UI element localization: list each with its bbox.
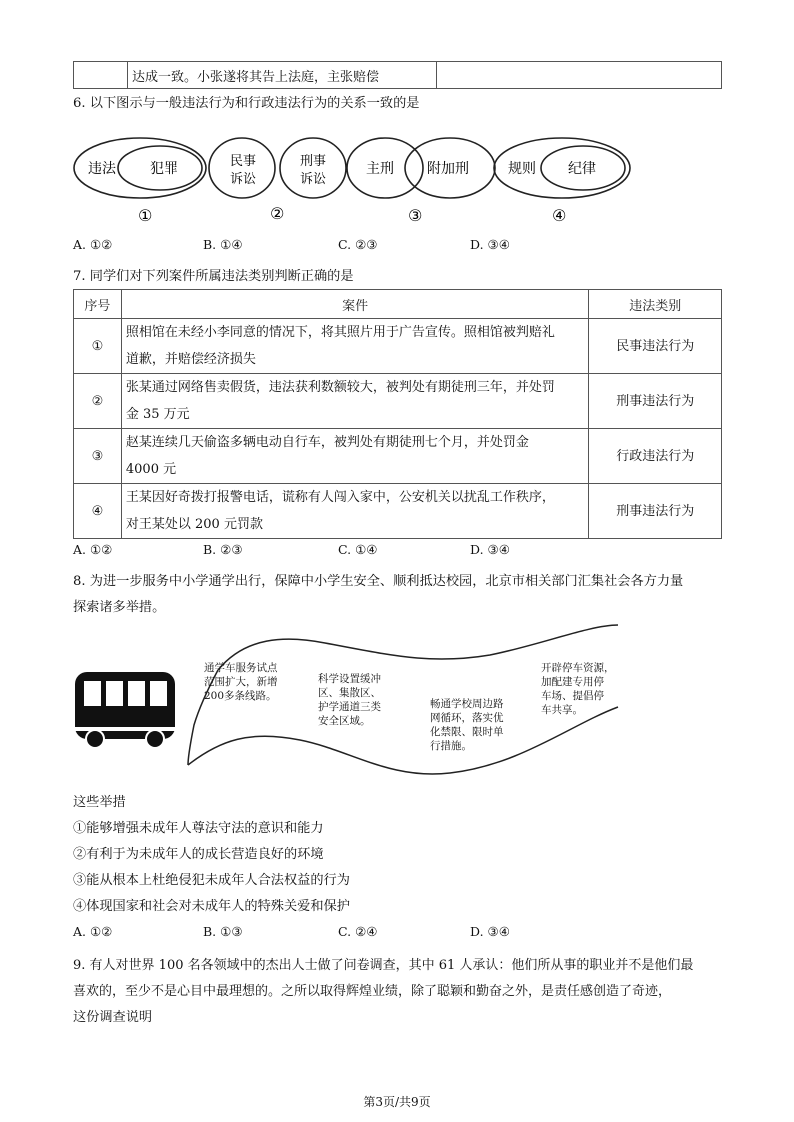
row-num: ④ xyxy=(74,484,122,539)
q7-option-d[interactable]: D. ③④ xyxy=(470,542,510,557)
row-num: ① xyxy=(74,319,122,374)
q6-option-d[interactable]: D. ③④ xyxy=(470,237,510,252)
q6-diagrams xyxy=(70,128,700,228)
q8-statement-3: ③能从根本上杜绝侵犯未成年人合法权益的行为 xyxy=(73,873,350,888)
previous-question-table-tail xyxy=(73,61,722,89)
q8-stem-line2: 探索诸多举措。 xyxy=(73,600,166,615)
diagram-1-outer-label: 违法 xyxy=(88,161,116,177)
q8-option-d[interactable]: D. ③④ xyxy=(470,924,510,939)
table-cell-empty xyxy=(437,62,722,89)
diagram-1-inner-label: 犯罪 xyxy=(150,161,178,177)
q7-case-table xyxy=(73,289,722,539)
diagram-3-number: ③ xyxy=(408,206,423,225)
diagram-4-number: ④ xyxy=(552,206,567,225)
q6-option-c[interactable]: C. ②③ xyxy=(338,237,378,252)
bus-icon xyxy=(75,672,175,748)
road-note-3: 畅通学校周边路 网循环，落实优 化禁限、限时单 行措施。 xyxy=(430,698,504,752)
table-cell-empty xyxy=(74,62,128,89)
diagram-3-left-label: 主刑 xyxy=(366,161,394,177)
road-note-2: 科学设置缓冲 区、集散区、 护学通道三类 安全区域。 xyxy=(318,673,381,727)
diagram-2-left-l1: 民事 xyxy=(230,154,257,169)
table-row xyxy=(74,429,722,484)
header-num: 序号 xyxy=(74,290,122,319)
row-case: 王某因好奇拨打报警电话，谎称有人闯入家中，公安机关以扰乱工作秩序， 对王某处以 200 元罚款 xyxy=(121,484,589,539)
q6-option-a[interactable]: A. ①② xyxy=(73,237,113,252)
header-type: 违法类别 xyxy=(589,290,722,319)
diagram-2-right-l1: 刑事 xyxy=(300,154,327,169)
table-row xyxy=(74,374,722,429)
q6-option-b[interactable]: B. ①④ xyxy=(203,237,243,252)
diagram-1-number: ① xyxy=(138,206,153,225)
diagram-2 xyxy=(209,138,346,198)
table-header-row xyxy=(74,290,722,319)
diagram-1 xyxy=(74,138,206,198)
diagram-4 xyxy=(494,138,630,198)
q8-statement-4: ④体现国家和社会对未成年人的特殊关爱和保护 xyxy=(73,899,350,914)
table-cell-case: 达成一致。小张遂将其告上法庭，主张赔偿 xyxy=(128,62,437,89)
diagram-2-right-l2: 诉讼 xyxy=(300,172,327,187)
diagram-3-right-label: 附加刑 xyxy=(427,161,469,177)
row-case: 照相馆在未经小李同意的情况下，将其照片用于广告宣传。照相馆被判赔礼 道歉，并赔偿经济损失 xyxy=(121,319,589,374)
row-num: ② xyxy=(74,374,122,429)
diagram-3 xyxy=(347,138,495,198)
q8-statement-1: ①能够增强未成年人尊法守法的意识和能力 xyxy=(73,821,324,836)
q6-stem: 6. 以下图示与一般违法行为和行政违法行为的关系一致的是 xyxy=(73,96,420,111)
q8-statement-2: ②有利于为未成年人的成长营造良好的环境 xyxy=(73,847,324,862)
row-type: 行政违法行为 xyxy=(589,429,722,484)
road-bottom-edge xyxy=(188,707,618,774)
q7-option-b[interactable]: B. ②③ xyxy=(203,542,243,557)
diagram-4-outer-label: 规则 xyxy=(508,161,536,177)
row-case: 张某通过网络售卖假货，违法获利数额较大，被判处有期徒刑三年，并处罚 金 35 万元 xyxy=(121,374,589,429)
q9-stem-line1: 9. 有人对世界 100 名各领域中的杰出人士做了问卷调查，其中 61 人承认：他们所从事的职业并不是他们最 xyxy=(73,958,694,973)
row-type: 民事违法行为 xyxy=(589,319,722,374)
road-note-1: 通学车服务试点 范围扩大，新增 200多条线路。 xyxy=(204,662,278,702)
header-case: 案件 xyxy=(121,290,589,319)
q7-option-c[interactable]: C. ①④ xyxy=(338,542,378,557)
row-type: 刑事违法行为 xyxy=(589,374,722,429)
road-note-4: 开辟停车资源， 加配建专用停 车场、提倡停 车共享。 xyxy=(541,662,615,716)
q8-option-a[interactable]: A. ①② xyxy=(73,924,113,939)
q9-stem-line2: 喜欢的，至少不是心目中最理想的。之所以取得辉煌业绩，除了聪颖和勤奋之外，是责任感创造了奇迹， xyxy=(73,984,672,999)
table-row xyxy=(74,319,722,374)
q8-option-c[interactable]: C. ②④ xyxy=(338,924,378,939)
q9-stem-line3: 这份调查说明 xyxy=(73,1010,153,1025)
q8-lead: 这些举措 xyxy=(73,795,126,810)
page-footer: 第3页/共9页 xyxy=(363,1095,431,1109)
diagram-2-number: ② xyxy=(270,204,285,223)
q7-stem: 7. 同学们对下列案件所属违法类别判断正确的是 xyxy=(73,269,354,284)
diagram-2-left-l2: 诉讼 xyxy=(230,172,257,187)
row-num: ③ xyxy=(74,429,122,484)
q7-option-a[interactable]: A. ①② xyxy=(73,542,113,557)
q8-stem-line1: 8. 为进一步服务中小学通学出行，保障中小学生安全、顺利抵达校园，北京市相关部门汇集社会各方力量 xyxy=(73,574,684,589)
row-case: 赵某连续几天偷盗多辆电动自行车，被判处有期徒刑七个月，并处罚金 4000 元 xyxy=(121,429,589,484)
row-type: 刑事违法行为 xyxy=(589,484,722,539)
q8-option-b[interactable]: B. ①③ xyxy=(203,924,243,939)
diagram-4-inner-label: 纪律 xyxy=(568,161,596,177)
table-row xyxy=(74,484,722,539)
